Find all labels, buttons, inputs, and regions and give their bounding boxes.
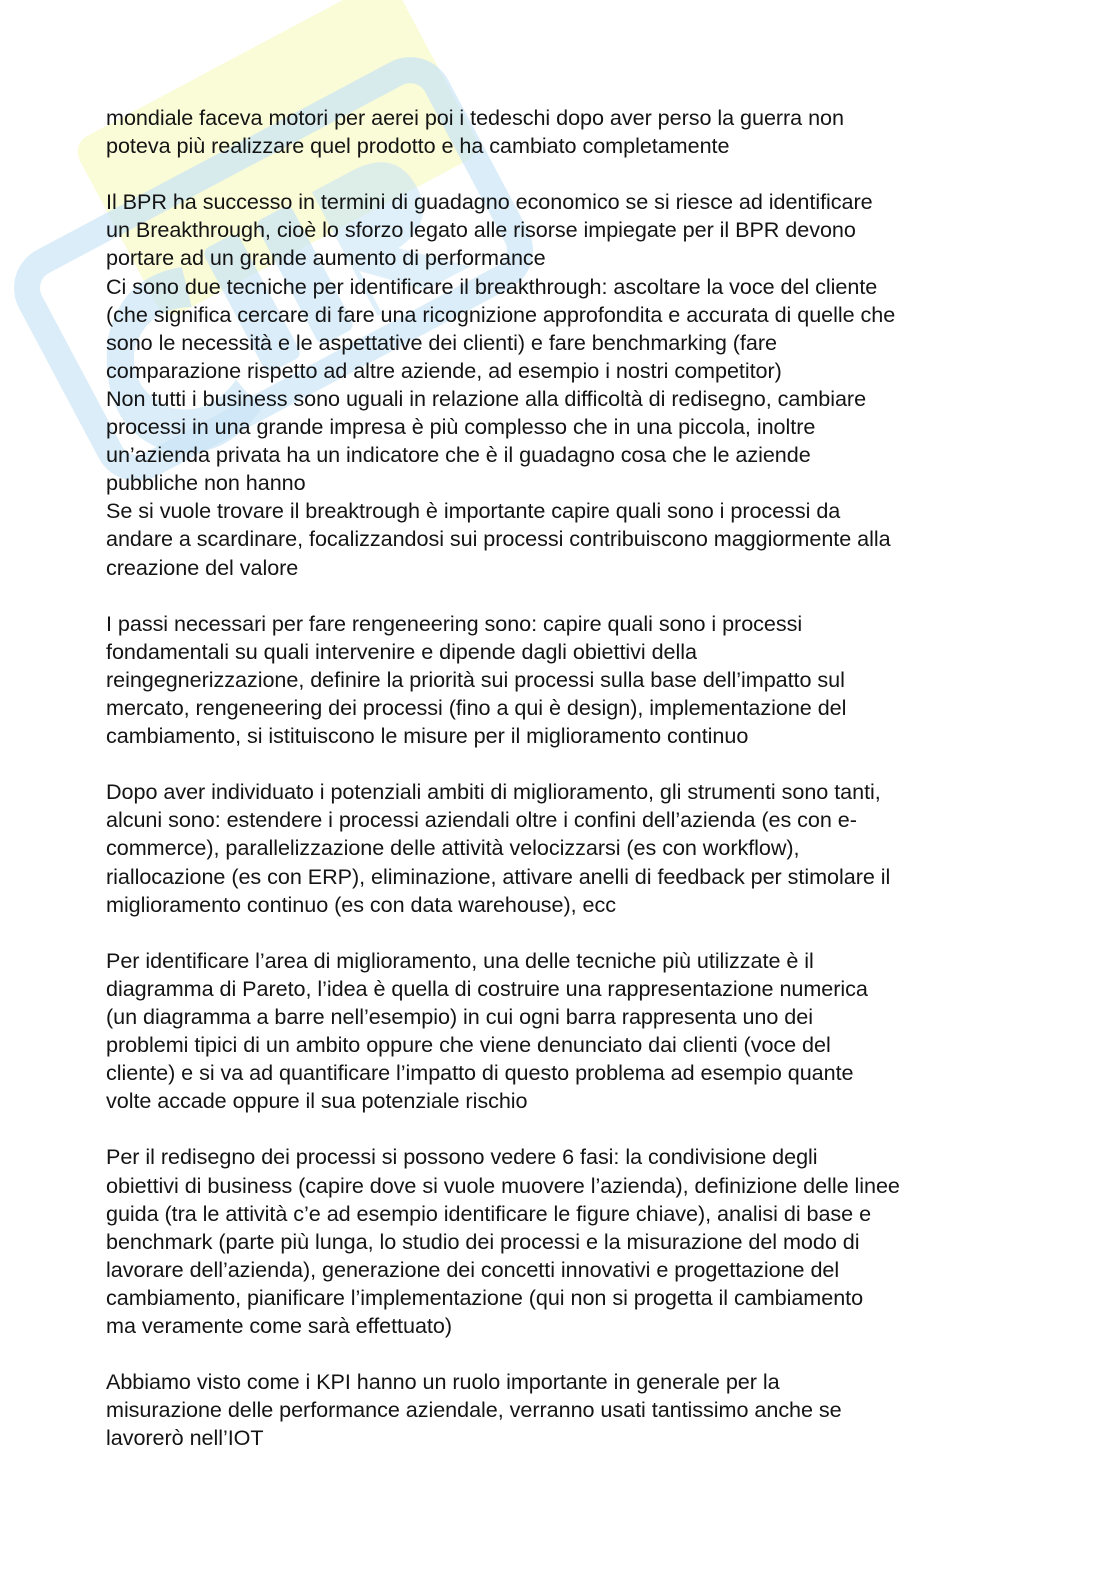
text-line: reingegnerizzazione, definire la priorità sui processi sulla base dell’impatto sul — [106, 666, 845, 692]
text-line: I passi necessari per fare rengeneering sono: capire quali sono i processi — [106, 610, 803, 636]
text-line: (un diagramma a barre nell’esempio) in cui ogni barra rappresenta uno dei — [106, 1004, 813, 1029]
paragraph — [106, 947, 1006, 1116]
text-line: sono le necessità e le aspettative dei clienti) e fare benchmarking (fare — [106, 329, 777, 355]
paragraph — [106, 497, 1006, 581]
text-line: lavorerò nell’IOT — [106, 1425, 264, 1451]
text-line: Ci sono due tecniche per identificare il breakthrough: ascoltare la voce del cliente — [106, 273, 878, 299]
paragraph — [106, 188, 1006, 272]
paragraph — [106, 778, 1006, 918]
text-line: cambiamento, pianificare l’implementazione (qui non si progetta il cambiamento — [106, 1284, 864, 1310]
text-line: Per il redisegno dei processi si possono vedere 6 fasi: la condivisione degli — [106, 1144, 818, 1170]
paragraph — [106, 104, 1006, 160]
text-line: benchmark (parte più lunga, lo studio dei processi e la misurazione del modo di — [106, 1228, 860, 1254]
text-line: andare a scardinare, focalizzandosi sui processi contribuiscono maggiormente alla — [106, 526, 891, 552]
text-line: mercato, rengeneering dei processi (fino a qui è design), implementazione del — [106, 694, 847, 720]
text-line: portare ad un grande aumento di performance — [106, 245, 546, 271]
text-line: Non tutti i business sono uguali in relazione alla difficoltà di redisegno, cambiare — [106, 385, 867, 411]
text-line: miglioramento continuo (es con data warehouse), ecc — [106, 891, 616, 917]
paragraph — [106, 1143, 1006, 1340]
document-body — [106, 104, 1006, 1453]
text-line: processi in una grande impresa è più complesso che in una piccola, inoltre — [106, 414, 816, 440]
text-line: mondiale faceva motori per aerei poi i tedeschi dopo aver perso la guerra non — [106, 105, 844, 130]
paragraph — [106, 385, 1006, 497]
text-line: un Breakthrough, cioè lo sforzo legato alle risorse impiegate per il BPR devono — [106, 217, 856, 243]
text-line: Il BPR ha successo in termini di guadagno economico se si riesce ad identificare — [106, 189, 873, 215]
text-line: Dopo aver individuato i potenziali ambiti di miglioramento, gli strumenti sono tanti, — [106, 779, 881, 805]
text-line: guida (tra le attività c’e ad esempio identificare le figure chiave), analisi di base e — [106, 1200, 872, 1226]
text-line: misurazione delle performance aziendale, verranno usati tantissimo anche se — [106, 1397, 842, 1423]
text-line: fondamentali su quali intervenire e dipende dagli obiettivi della — [106, 638, 697, 664]
text-line: poteva più realizzare quel prodotto e ha cambiato completamente — [106, 133, 730, 159]
text-line: un’azienda privata ha un indicatore che è il guadagno cosa che le aziende — [106, 442, 811, 468]
text-line: diagramma di Pareto, l’idea è quella di costruire una rappresentazione numerica — [106, 975, 868, 1001]
text-line: Per identificare l’area di miglioramento, una delle tecniche più utilizzate è il — [106, 947, 814, 973]
text-line: lavorare dell’azienda), generazione dei concetti innovativi e progettazione del — [106, 1256, 840, 1282]
text-line: creazione del valore — [106, 554, 299, 580]
text-line: obiettivi di business (capire dove si vuole muovere l’azienda), definizione delle linee — [106, 1172, 900, 1198]
text-line: comparazione rispetto ad altre aziende, ad esempio i nostri competitor) — [106, 357, 782, 383]
text-line: commerce), parallelizzazione delle attività velocizzarsi (es con workflow), — [106, 835, 800, 861]
paragraph — [106, 610, 1006, 750]
text-line: riallocazione (es con ERP), eliminazione, attivare anelli di feedback per stimolare il — [106, 863, 891, 889]
text-line: (che significa cercare di fare una ricognizione approfondita e accurata di quelle che — [106, 301, 896, 327]
text-line: volte accade oppure il sua potenziale rischio — [106, 1088, 528, 1114]
text-line: pubbliche non hanno — [106, 470, 306, 496]
paragraph — [106, 273, 1006, 385]
text-line: Se si vuole trovare il breaktrough è importante capire quali sono i processi da — [106, 498, 841, 524]
text-line: cliente) e si va ad quantificare l’impatto di questo problema ad esempio quante — [106, 1060, 854, 1086]
text-line: ma veramente come sarà effettuato) — [106, 1313, 452, 1339]
text-line: alcuni sono: estendere i processi aziendali oltre i confini dell’azienda (es con e- — [106, 807, 857, 833]
text-line: Abbiamo visto come i KPI hanno un ruolo importante in generale per la — [106, 1369, 780, 1395]
paragraph — [106, 1368, 1006, 1452]
text-line: cambiamento, si istituiscono le misure per il miglioramento continuo — [106, 723, 749, 749]
text-line: problemi tipici di un ambito oppure che viene denunciato dai clienti (voce del — [106, 1032, 831, 1058]
